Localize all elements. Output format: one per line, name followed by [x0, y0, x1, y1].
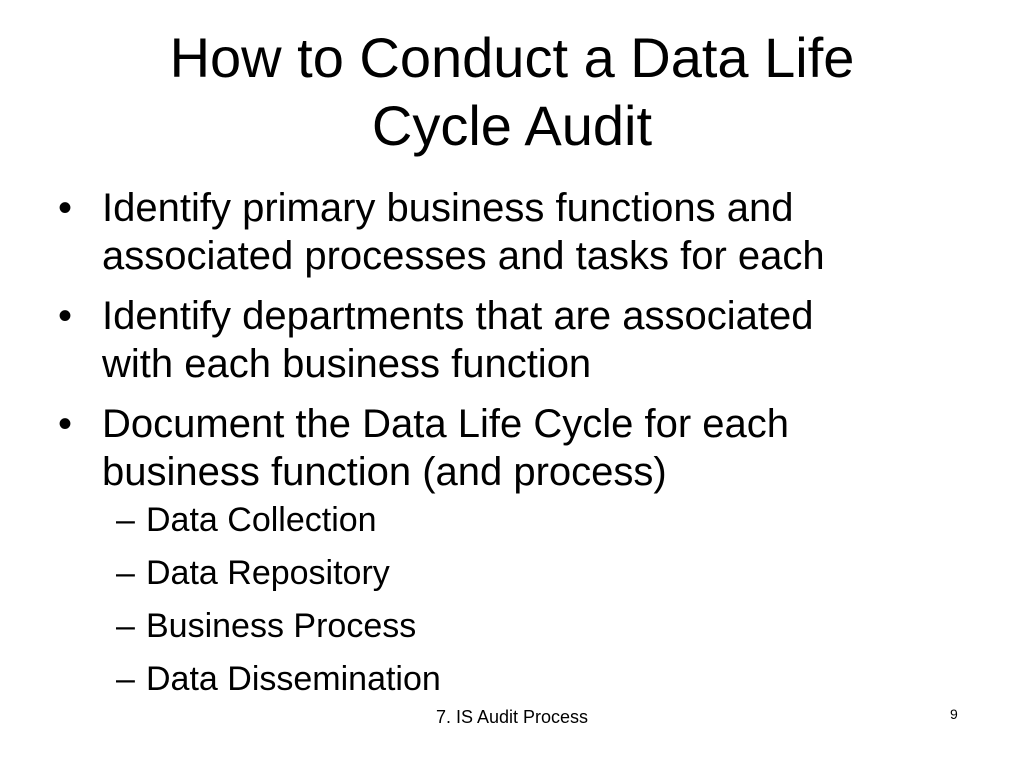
- slide-title: [0, 24, 1024, 160]
- sub-bullet-data-dissemination: [102, 659, 958, 699]
- bullet-list: [58, 184, 958, 712]
- slide-title-line-2: Cycle Audit: [371, 94, 653, 157]
- bullet-glyph: •: [58, 294, 73, 338]
- slide-footer: 7. IS Audit Process: [435, 707, 589, 727]
- sub-bullet-glyph: –: [116, 554, 135, 592]
- bullet-text-line: business function (and process): [102, 450, 667, 494]
- bullet-text-line: Identify primary business functions and: [102, 186, 794, 230]
- bullet-text-line: associated processes and tasks for each: [102, 234, 825, 278]
- bullet-text-line: Identify departments that are associated: [102, 294, 814, 338]
- sub-bullet-text: Business Process: [146, 607, 417, 645]
- bullet-glyph: •: [58, 402, 73, 446]
- sub-bullet-data-collection: [102, 500, 958, 540]
- sub-bullet-data-repository: [102, 553, 958, 593]
- page-number: 9: [950, 706, 958, 722]
- bullet-glyph: •: [58, 186, 73, 230]
- sub-bullet-glyph: –: [116, 660, 135, 698]
- slide-title-line-1: How to Conduct a Data Life: [169, 26, 855, 89]
- bullet-item-3: [58, 400, 958, 699]
- bullet-text-line: with each business function: [102, 342, 592, 386]
- sub-bullet-text: Data Dissemination: [146, 660, 441, 698]
- bullet-text-line: Document the Data Life Cycle for each: [102, 402, 790, 446]
- sub-bullet-glyph: –: [116, 501, 135, 539]
- sub-bullet-glyph: –: [116, 607, 135, 645]
- sub-bullet-text: Data Repository: [146, 554, 390, 592]
- bullet-item-1: [58, 184, 958, 280]
- sub-bullet-list: [102, 500, 958, 699]
- sub-bullet-text: Data Collection: [146, 501, 377, 539]
- sub-bullet-business-process: [102, 606, 958, 646]
- bullet-item-2: [58, 292, 958, 388]
